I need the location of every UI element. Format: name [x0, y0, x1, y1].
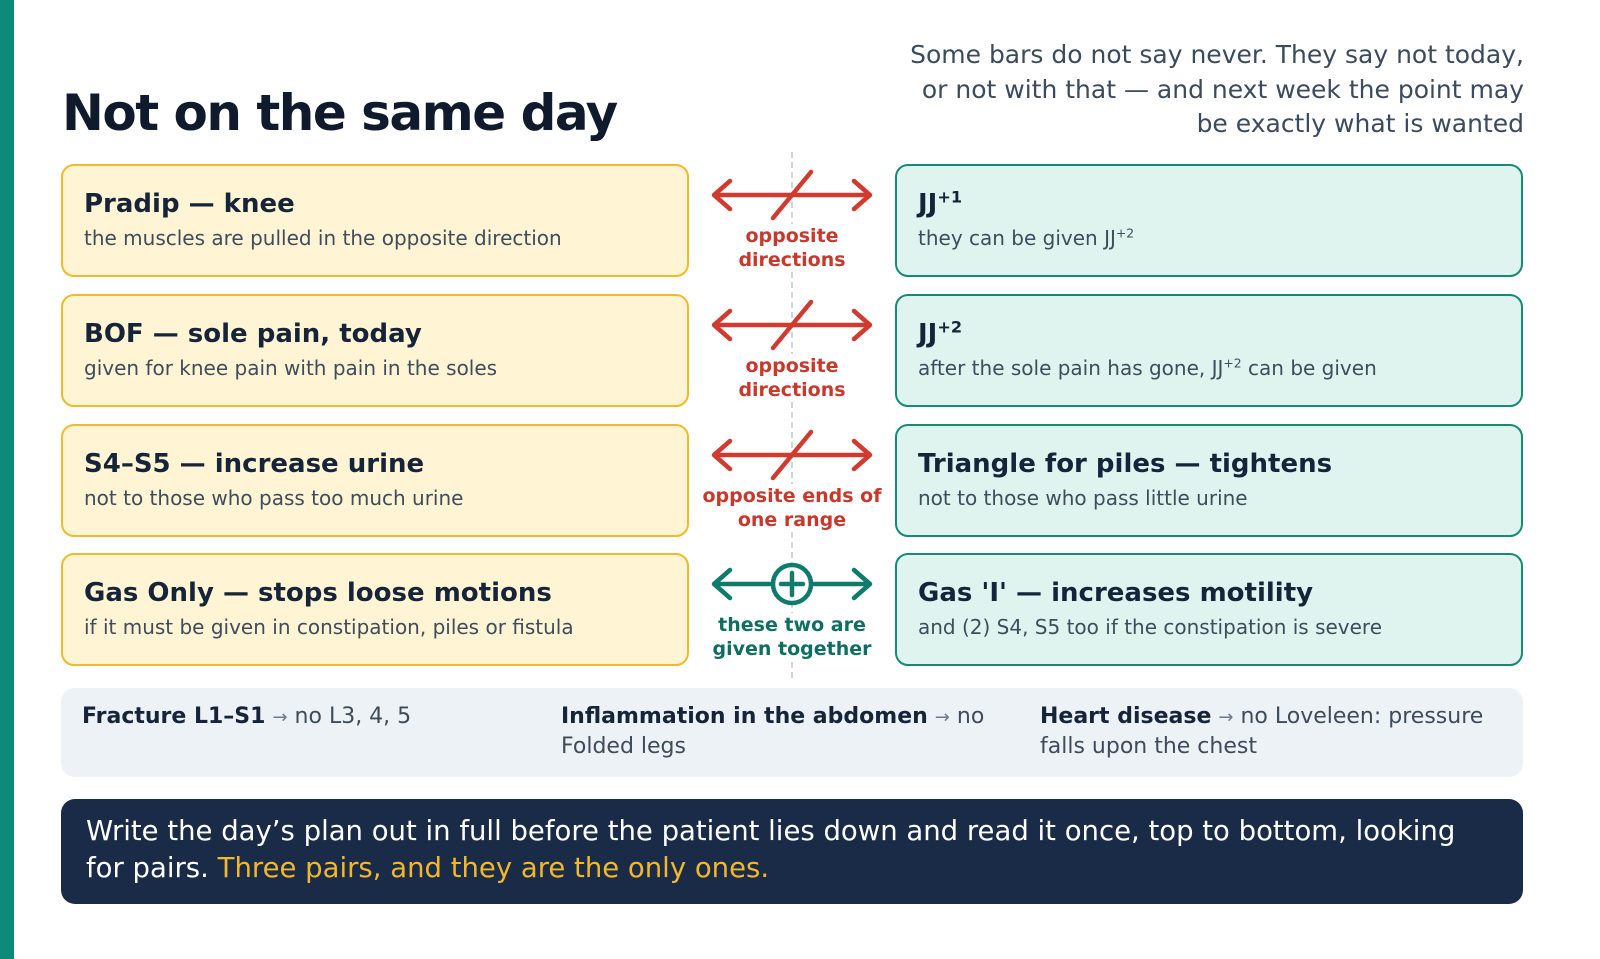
right-card-jj1: [895, 164, 1523, 277]
summary-banner: [61, 799, 1523, 904]
card-subtitle: the muscles are pulled in the opposite direction: [84, 226, 562, 250]
right-card-jj2: [895, 294, 1523, 407]
card-subtitle: they can be given $JJ^{+2}$: [918, 225, 1135, 250]
connector-label: opposite ends of one range: [694, 484, 890, 532]
connector-opposite-directions-2: [694, 291, 890, 411]
left-card-s4-s5: [61, 424, 689, 537]
right-card-triangle-for-piles: [895, 424, 1523, 537]
connector-given-together: [694, 550, 890, 670]
card-title: Pradip — knee: [84, 189, 295, 219]
note-heart-disease: Heart disease → no Loveleen: pressure falls upon the chest: [1040, 704, 1484, 759]
connector-label: opposite directions: [694, 354, 890, 402]
banner-highlight: Three pairs, and they are the only ones.: [217, 852, 770, 884]
page-title: Not on the same day: [62, 84, 617, 142]
card-title: BOF — sole pain, today: [84, 319, 422, 349]
note-inflammation: Inflammation in the abdomen → no Folded legs: [561, 704, 985, 759]
banner-text: Write the day’s plan out in full before the patient lies down and read it once, top to bottom, looking for pairs.: [86, 815, 1456, 884]
card-title: Triangle for piles — tightens: [918, 449, 1333, 479]
card-title: $JJ^{+1}$: [918, 187, 963, 219]
arrow-icon: →: [1218, 707, 1234, 728]
card-subtitle: if it must be given in constipation, piles or fistula: [84, 615, 574, 639]
right-card-gas-i: [895, 553, 1523, 666]
blocked-double-arrow-icon: [694, 161, 890, 225]
card-subtitle: not to those who pass too much urine: [84, 486, 464, 510]
blocked-double-arrow-icon: [694, 421, 890, 485]
note-fracture: Fracture L1–S1 → no L3, 4, 5: [82, 704, 412, 729]
arrow-icon: →: [272, 707, 288, 728]
left-card-bof: [61, 294, 689, 407]
card-title: Gas 'I' — increases motility: [918, 578, 1314, 608]
blocked-double-arrow-icon: [694, 291, 890, 355]
connector-label: opposite directions: [694, 224, 890, 272]
card-title: Gas Only — stops loose motions: [84, 578, 552, 608]
connector-opposite-directions-1: [694, 161, 890, 281]
card-title: $JJ^{+2}$: [918, 317, 963, 349]
accent-stripe: [0, 0, 14, 959]
intro-text: Some bars do not say never. They say not today, or not with that — and next week the point may be exactly what is wanted: [910, 40, 1524, 138]
left-card-gas-only: [61, 553, 689, 666]
card-subtitle: given for knee pain with pain in the soles: [84, 356, 498, 380]
card-title: S4–S5 — increase urine: [84, 449, 425, 479]
combined-double-arrow-icon: [694, 550, 890, 614]
arrow-icon: →: [934, 707, 950, 728]
card-subtitle: and (2) S4, S5 too if the constipation is severe: [918, 615, 1383, 639]
card-subtitle: not to those who pass little urine: [918, 486, 1248, 510]
connector-opposite-ends: [694, 421, 890, 541]
card-subtitle: after the sole pain has gone, $JJ^{+2}$ can be given: [918, 355, 1377, 380]
connector-label: these two are given together: [694, 613, 890, 661]
left-card-pradip: [61, 164, 689, 277]
contraindication-notes: [61, 688, 1523, 777]
